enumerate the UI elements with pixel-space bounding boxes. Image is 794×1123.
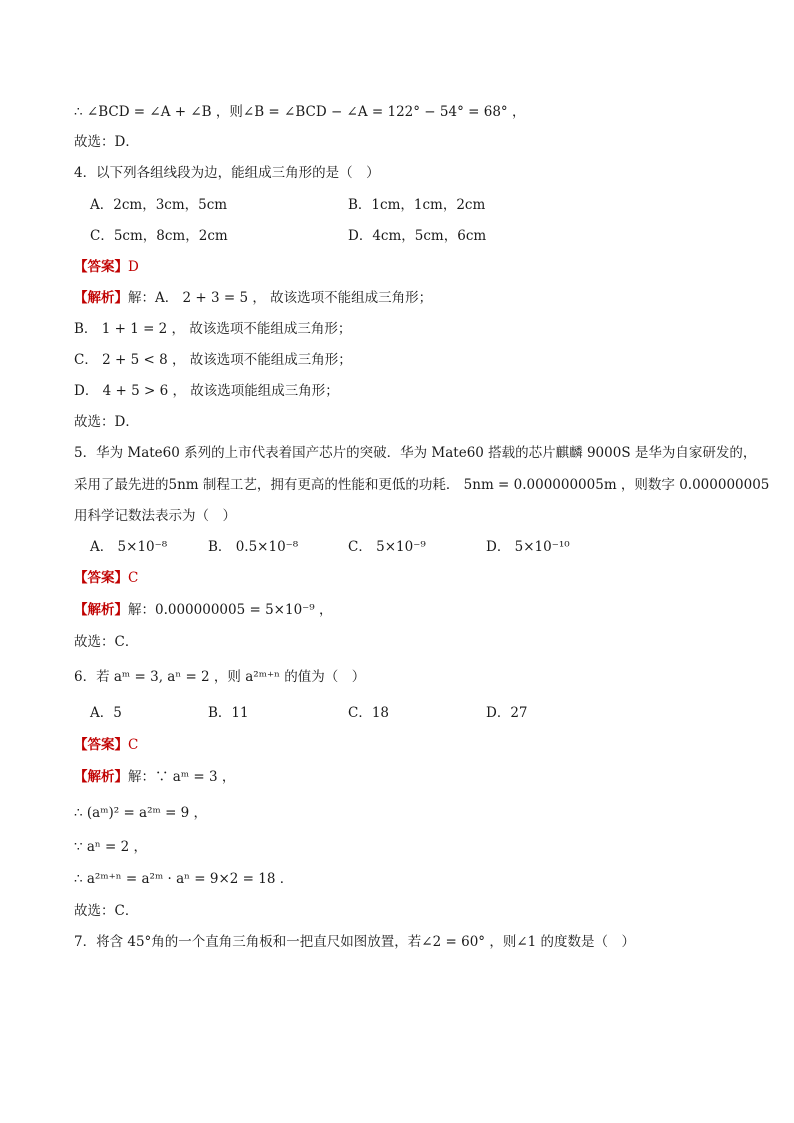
q5-option-b: B． 0.5×10⁻⁸ [208,539,299,555]
q4-stem: 4．以下列各组线段为边，能组成三角形的是（ ） [74,165,380,181]
q6-option-c: C．18 [348,705,390,721]
q4-answer-line [74,257,734,277]
q6-option-d: D．27 [486,705,528,721]
q5-choice: 故选：C． [74,634,139,650]
analysis-label: 【解析】 [74,290,128,306]
q6-option-a: A．5 [90,705,122,721]
q6-analysis-line-2: ∴ (aᵐ)² = a²ᵐ = 9 ， [74,805,208,821]
q4-option-d: D．4cm，5cm，6cm [348,228,487,244]
q5-stem-line-3: 用科学记数法表示为（ ） [74,508,236,524]
q4-answer-value: D [128,259,139,275]
q6-analysis-line-1 [74,767,734,787]
q6-option-b: B．11 [208,705,249,721]
q4-choice: 故选：D． [74,414,139,430]
analysis-label: 【解析】 [74,769,128,785]
answer-label: 【答案】 [74,570,128,586]
q5-answer-line [74,568,734,588]
q4-analysis-line-3: C． 2 + 5 < 8 ， 故该选项不能组成三角形； [74,352,352,368]
q6-analysis-line-3: ∵ aⁿ = 2 ， [74,839,148,855]
q7-stem: 7．将含 45°角的一个直角三角板和一把直尺如图放置，若∠2 = 60° ，则∠1 的度数是（ ） [74,934,636,950]
q5-analysis-text: 解：0.000000005 = 5×10⁻⁹ ， [128,602,333,618]
analysis-label: 【解析】 [74,602,128,618]
q6-answer-value: C [128,737,139,753]
q4-analysis-line-2: B． 1 + 1 = 2 ， 故该选项不能组成三角形； [74,321,352,337]
q5-option-d: D． 5×10⁻¹⁰ [486,539,570,555]
q4-analysis-text-1: 解：A． 2 + 3 = 5 ， 故该选项不能组成三角形； [128,290,433,306]
q4-option-b: B．1cm，1cm，2cm [348,197,486,213]
q6-analysis-text-1: 解：∵ aᵐ = 3 ， [128,769,236,785]
q5-stem-line-1: 5．华为 Mate60 系列的上市代表着国产芯片的突破．华为 Mate60 搭载的芯片麒麟 9000S 是华为自家研发的， [74,445,757,461]
q5-stem-line-2: 采用了最先进的5nm 制程工艺，拥有更高的性能和更低的功耗． 5nm = 0.000000005m ，则数字 0.000000005 [74,477,770,493]
q4-analysis-line-1 [74,288,734,308]
answer-label: 【答案】 [74,737,128,753]
q4-option-c: C．5cm，8cm，2cm [90,228,228,244]
q5-analysis-line [74,600,734,620]
q5-option-c: C． 5×10⁻⁹ [348,539,426,555]
q6-answer-line [74,735,734,755]
q3-choice: 故选：D． [74,134,139,150]
q6-stem: 6．若 aᵐ = 3, aⁿ = 2 ，则 a²ᵐ⁺ⁿ 的值为（ ） [74,669,366,685]
q5-answer-value: C [128,570,139,586]
q4-analysis-line-4: D． 4 + 5 > 6 ， 故该选项能组成三角形； [74,383,339,399]
q5-option-a: A． 5×10⁻⁸ [90,539,168,555]
q6-analysis-line-4: ∴ a²ᵐ⁺ⁿ = a²ᵐ · aⁿ = 9×2 = 18 ． [74,871,294,887]
answer-label: 【答案】 [74,259,128,275]
q6-choice: 故选：C． [74,903,139,919]
q3-conclusion-line: ∴ ∠BCD = ∠A + ∠B ，则∠B = ∠BCD − ∠A = 122° − 54° = 68° ， [74,104,526,120]
q4-option-a: A．2cm，3cm，5cm [90,197,228,213]
